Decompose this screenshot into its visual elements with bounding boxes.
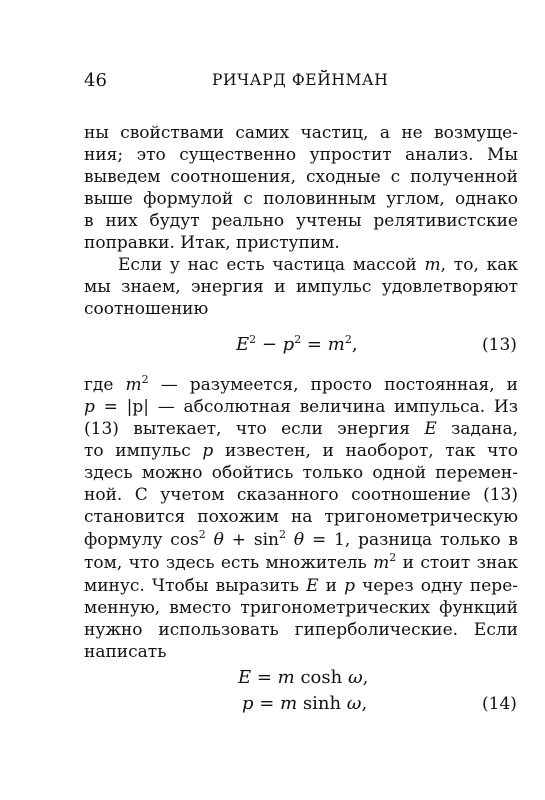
text-line: (13) вытекает, что если энергия E задана,: [84, 419, 518, 439]
page-header: [84, 70, 518, 94]
equation-13: $E^2 - p^2 = m^2$,: [236, 333, 358, 355]
text-line: мы знаем, энергия и импульс удовлетворяют: [84, 277, 518, 297]
text-line: выше формулой с половинным углом, однако: [84, 189, 518, 209]
page-number: 46: [84, 70, 107, 91]
text-line: выведем соотношения, сходные с полученной: [84, 167, 518, 187]
text-line: том, что здесь есть множитель $m^2$ и стоит знак: [84, 551, 518, 573]
text-line: здесь можно обойтись только одной перемен-: [84, 463, 518, 483]
text-line: соотношению: [84, 299, 209, 319]
equation-14-line-2: p = m sinh ω,: [242, 693, 368, 714]
equation-number: (13): [482, 335, 517, 355]
text-line: ны свойствами самих частиц, а не возмуще-: [84, 123, 518, 143]
text-line: то импульс p известен, и наоборот, так что: [84, 441, 518, 461]
text-line: p = |p| — абсолютная величина импульса. Из: [84, 397, 518, 417]
text-line: где $m^2$ — разумеется, просто постоянная, и: [84, 373, 518, 395]
running-head: РИЧАРД ФЕЙНМАН: [212, 71, 389, 89]
text-line: Если у нас есть частица массой m, то, как: [118, 255, 518, 275]
text-line: становится похожим на тригонометрическую: [84, 507, 518, 527]
text-line: менную, вместо тригонометрических функций: [84, 598, 518, 618]
equation-number: (14): [482, 694, 517, 714]
text-line: поправки. Итак, приступим.: [84, 233, 340, 253]
text-line: формулу $\cos^2 \theta + \sin^2 \theta = 1$, разница только в: [84, 528, 519, 550]
text-line: ной. С учетом сказанного соотношение (13): [84, 485, 518, 505]
text-line: в них будут реально учтены релятивистские: [84, 211, 518, 231]
text-line: нужно использовать гиперболические. Если: [84, 620, 518, 640]
text-line: минус. Чтобы выразить E и p через одну пере-: [84, 576, 518, 596]
text-line: написать: [84, 642, 167, 662]
text-line: ния; это существенно упростит анализ. Мы: [84, 145, 518, 165]
equation-14-line-1: E = m cosh ω,: [238, 667, 369, 688]
